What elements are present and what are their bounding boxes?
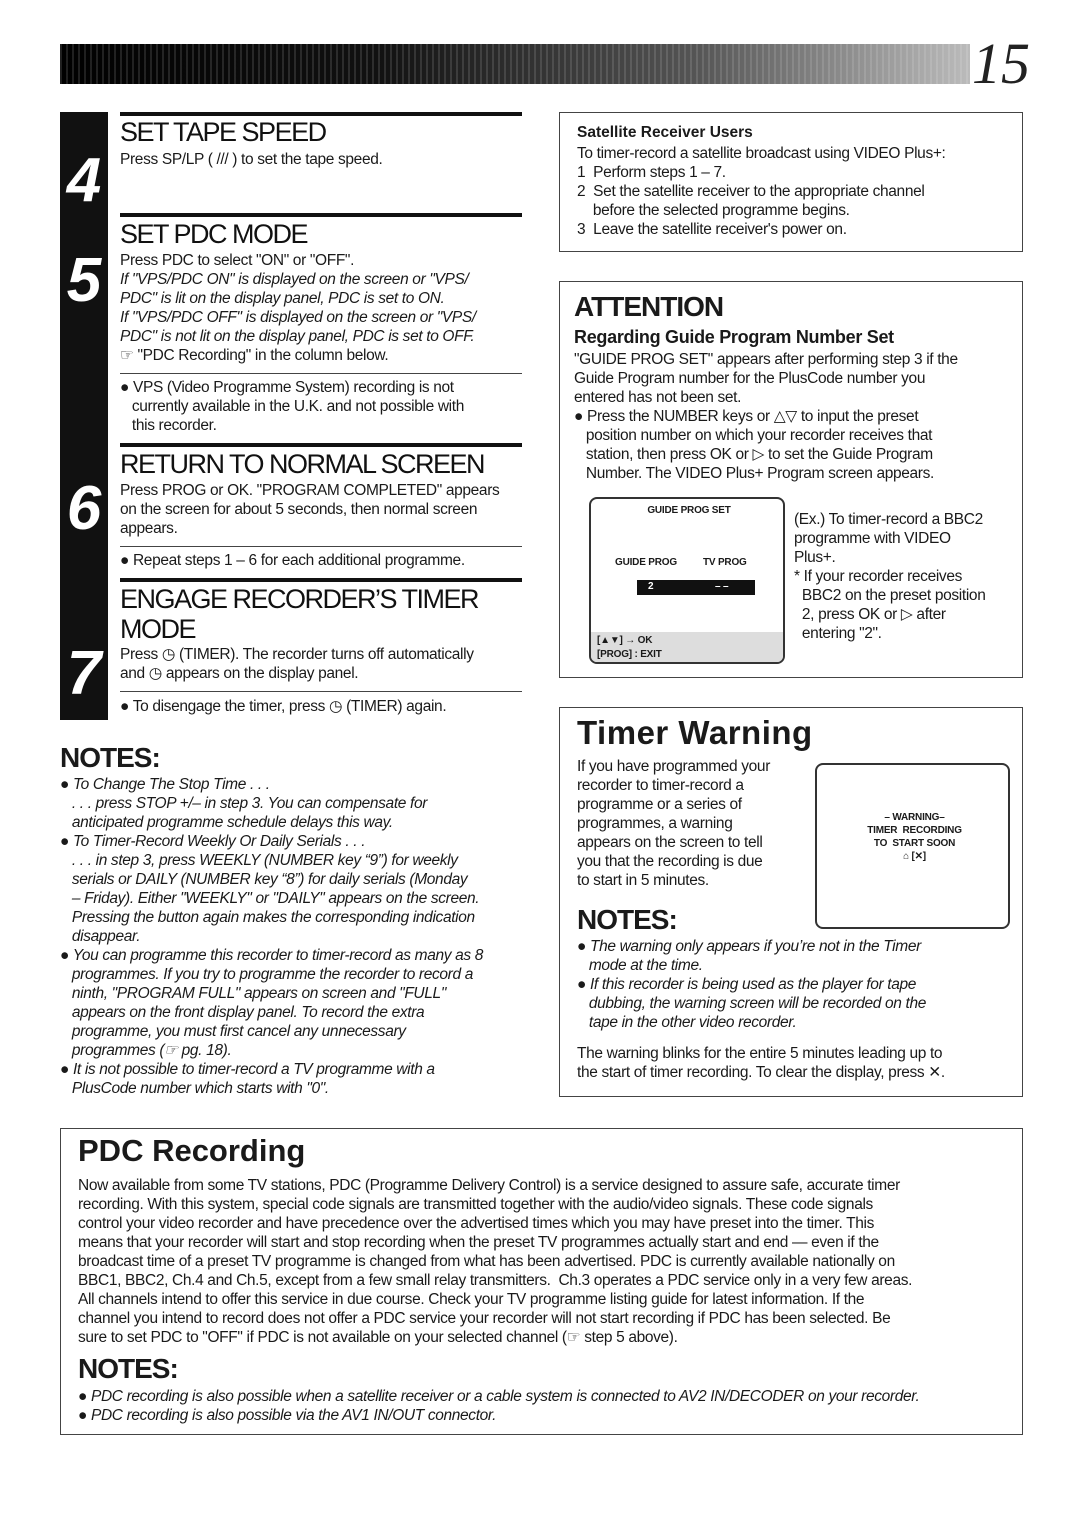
text-line: If you have programmed your bbox=[577, 758, 771, 775]
text-line: ● PDC recording is also possible when a satellite receiver or a cable system is connected to AV2 IN/DECODER on your recorder. bbox=[78, 1388, 920, 1405]
step-text bbox=[120, 251, 354, 270]
text-line: appears. bbox=[120, 520, 178, 537]
text-line: * If your recorder receives bbox=[794, 568, 963, 585]
attention-text bbox=[574, 350, 958, 483]
notes-list bbox=[577, 937, 926, 1032]
text-line: means that your recorder will start and stop recording when the preset TV programmes actually start and end — even if the bbox=[78, 1234, 879, 1251]
text-line: to start in 5 minutes. bbox=[577, 872, 709, 889]
text-line: tape in the other video recorder. bbox=[577, 1014, 797, 1031]
text-line: All channels intend to offer this service in due course. Check your TV programme listing guide for latest information. If the bbox=[78, 1291, 865, 1308]
step-bullet bbox=[120, 378, 464, 435]
step-heading: SET PDC MODE bbox=[120, 219, 308, 249]
step-heading: SET TAPE SPEED bbox=[120, 117, 326, 147]
step-note bbox=[120, 270, 476, 346]
text-line: Press PDC to select "ON" or "OFF". bbox=[120, 252, 355, 269]
text-line: on the screen for about 5 seconds, then normal screen bbox=[120, 501, 478, 518]
text-line: ninth, "PROGRAM FULL" appears on screen and "FULL" bbox=[60, 985, 446, 1002]
step-bullet bbox=[120, 697, 446, 716]
divider bbox=[120, 112, 522, 116]
divider bbox=[120, 213, 522, 217]
text-line: ● To Timer-Record Weekly Or Daily Serials . . . bbox=[60, 833, 366, 850]
text-line: Number. The VIDEO Plus+ Program screen appears. bbox=[574, 465, 934, 482]
text-line: programme or a series of bbox=[577, 796, 742, 813]
text-line: (Ex.) To timer-record a BBC2 bbox=[794, 511, 983, 528]
text-line: ● To Change The Stop Time . . . bbox=[60, 776, 270, 793]
step-heading: RETURN TO NORMAL SCREEN bbox=[120, 449, 485, 479]
text-line: ● The warning only appears if you’re not in the Timer bbox=[577, 938, 921, 955]
text-line: 2, press OK or ▷ after bbox=[794, 606, 946, 623]
text-line: appears on the front display panel. To record the extra bbox=[60, 1004, 425, 1021]
notes-list bbox=[78, 1387, 919, 1425]
screen-hint-area bbox=[591, 632, 785, 664]
step-text bbox=[120, 481, 499, 538]
warning-screen bbox=[815, 763, 1010, 929]
text-line: ☞ "PDC Recording" in the column below. bbox=[120, 347, 389, 364]
text-line: disappear. bbox=[60, 928, 141, 945]
text-line: control your video recorder and have precedence over the advertised times which you may have preset into the timer. This bbox=[78, 1215, 875, 1232]
text-line: serials or DAILY (NUMBER key “8”) for daily serials (Monday bbox=[60, 871, 468, 888]
text-line: ● VPS (Video Programme System) recording is not bbox=[120, 379, 454, 396]
text-line: – Friday). Either "WEEKLY" or "DAILY" appears on the screen. bbox=[60, 890, 480, 907]
text-line: ● PDC recording is also possible via the AV1 IN/OUT connector. bbox=[78, 1407, 497, 1424]
screen-title: GUIDE PROG SET bbox=[647, 505, 731, 516]
notes-heading: NOTES: bbox=[78, 1353, 178, 1384]
step-number-6: 6 bbox=[66, 474, 102, 543]
divider bbox=[120, 578, 522, 582]
notes-list bbox=[60, 775, 483, 1098]
step-number-7: 7 bbox=[66, 639, 102, 708]
text-line: recording. With this system, special code signals are transmitted together with the audio/video signals. These code signals bbox=[78, 1196, 873, 1213]
screen-value-bar bbox=[637, 580, 755, 595]
notes-heading: NOTES: bbox=[60, 742, 160, 773]
divider bbox=[120, 443, 522, 447]
text-line: ⌂ [✕] bbox=[903, 851, 926, 862]
text-line: programmes. If you try to programme the recorder to record a bbox=[60, 966, 473, 983]
text-line: . . . press STOP +/– in step 3. You can compensate for bbox=[60, 795, 428, 812]
step-bullet bbox=[120, 551, 465, 570]
text-line: Press SP/LP ( /// ) to set the tape speed. bbox=[120, 151, 383, 168]
warning-screen-text bbox=[817, 811, 1012, 863]
text-line: you that the recording is due bbox=[577, 853, 763, 870]
text-line: entered has not been set. bbox=[574, 389, 742, 406]
text-line: PDC" is not lit on the display panel, PDC is set to OFF. bbox=[120, 328, 475, 345]
timer-warning-text bbox=[577, 757, 770, 890]
divider bbox=[120, 546, 522, 547]
text-line: appears on the screen to tell bbox=[577, 834, 763, 851]
text-line: Guide Program number for the PlusCode number you bbox=[574, 370, 926, 387]
attention-subheading: Regarding Guide Program Number Set bbox=[574, 327, 894, 347]
text-line: If "VPS/PDC ON" is displayed on the screen or "VPS/ bbox=[120, 271, 469, 288]
text-line: – WARNING– bbox=[884, 812, 945, 823]
satellite-title: Satellite Receiver Users bbox=[577, 124, 753, 141]
text-line: broadcast time of a preset TV programme is changed from what has been advertised. PDC is currently available nationally on bbox=[78, 1253, 895, 1270]
text-line: "GUIDE PROG SET" appears after performing step 3 if the bbox=[574, 351, 958, 368]
text-line: position number on which your recorder receives that bbox=[574, 427, 933, 444]
text-line: Pressing the button again makes the corresponding indication bbox=[60, 909, 475, 926]
text-line: programmes (☞ pg. 18). bbox=[60, 1042, 232, 1059]
text-line: sure to set PDC to "OFF" if PDC is not available on your selected channel (☞ step 5 above). bbox=[78, 1329, 678, 1346]
text-line: programmes, a warning bbox=[577, 815, 733, 832]
text-line: entering "2". bbox=[794, 625, 882, 642]
step-heading-line: ENGAGE RECORDER’S TIMER bbox=[120, 584, 479, 614]
screen-hint: [▲▼] → OK bbox=[597, 635, 653, 646]
text-line: station, then press OK or ▷ to set the Guide Program bbox=[574, 446, 933, 463]
pdc-title: PDC Recording bbox=[78, 1133, 306, 1168]
screen-col-tv: TV PROG bbox=[703, 557, 747, 568]
text-line: the start of timer recording. To clear the display, press ✕. bbox=[577, 1064, 945, 1081]
text-line: TIMER RECORDING bbox=[867, 825, 962, 836]
timer-warning-footer bbox=[577, 1044, 945, 1082]
text-line: PlusCode number which starts with "0". bbox=[60, 1080, 329, 1097]
text-line: Plus+. bbox=[794, 549, 836, 566]
text-line: TO START SOON bbox=[873, 838, 956, 849]
satellite-text bbox=[577, 144, 946, 239]
text-line: To timer-record a satellite broadcast using VIDEO Plus+: bbox=[577, 145, 946, 162]
page-number: 15 bbox=[972, 31, 1030, 96]
text-line: 2 Set the satellite receiver to the appropriate channel bbox=[577, 183, 925, 200]
text-line: recorder to timer-record a bbox=[577, 777, 744, 794]
example-text bbox=[794, 510, 985, 643]
screen-hint: [PROG] : EXIT bbox=[597, 649, 662, 660]
text-line: 3 Leave the satellite receiver's power on. bbox=[577, 221, 847, 238]
step-number-4: 4 bbox=[66, 146, 102, 215]
screen-col-guide: GUIDE PROG bbox=[615, 557, 677, 568]
step-number-5: 5 bbox=[66, 246, 102, 315]
attention-heading: ATTENTION bbox=[574, 291, 724, 322]
divider bbox=[120, 691, 522, 692]
screen-value-tv: – – bbox=[715, 581, 729, 592]
text-line: Press ◷ (TIMER). The recorder turns off automatically bbox=[120, 646, 474, 663]
text-line: programme with VIDEO bbox=[794, 530, 951, 547]
guide-prog-screen bbox=[589, 497, 785, 664]
text-line: 1 Perform steps 1 – 7. bbox=[577, 164, 726, 181]
text-line: The warning blinks for the entire 5 minutes leading up to bbox=[577, 1045, 943, 1062]
divider bbox=[120, 373, 522, 374]
pdc-text bbox=[78, 1176, 912, 1347]
text-line: ● If this recorder is being used as the player for tape bbox=[577, 976, 917, 993]
step-heading bbox=[120, 584, 478, 644]
header-bar bbox=[60, 44, 970, 84]
screen-value-guide: 2 bbox=[648, 581, 654, 592]
text-line: PDC" is lit on the display panel, PDC is set to ON. bbox=[120, 290, 445, 307]
text-line: ● Press the NUMBER keys or △▽ to input the preset bbox=[574, 408, 919, 425]
text-line: anticipated programme schedule delays this way. bbox=[60, 814, 393, 831]
text-line: Now available from some TV stations, PDC (Programme Delivery Control) is a service designed to assure safe, accurate timer bbox=[78, 1177, 900, 1194]
text-line: before the selected programme begins. bbox=[577, 202, 850, 219]
text-line: and ◷ appears on the display panel. bbox=[120, 665, 359, 682]
text-line: programme, you must first cancel any unnecessary bbox=[60, 1023, 406, 1040]
text-line: this recorder. bbox=[120, 417, 217, 434]
text-line: channel you intend to record does not offer a PDC service your recorder will not start recording if PDC has been selected. Be bbox=[78, 1310, 891, 1327]
step-reference bbox=[120, 346, 388, 365]
text-line: If "VPS/PDC OFF" is displayed on the screen or "VPS/ bbox=[120, 309, 476, 326]
text-line: BBC2 on the preset position bbox=[794, 587, 986, 604]
step-text bbox=[120, 645, 474, 683]
text-line: currently available in the U.K. and not possible with bbox=[120, 398, 464, 415]
step-heading-line: MODE bbox=[120, 614, 195, 644]
timer-warning-title: Timer Warning bbox=[577, 714, 813, 751]
text-line: mode at the time. bbox=[577, 957, 703, 974]
step-text bbox=[120, 150, 382, 169]
text-line: ● It is not possible to timer-record a TV programme with a bbox=[60, 1061, 435, 1078]
notes-heading: NOTES: bbox=[577, 904, 677, 935]
text-line: dubbing, the warning screen will be recorded on the bbox=[577, 995, 927, 1012]
text-line: ● Repeat steps 1 – 6 for each additional programme. bbox=[120, 552, 465, 569]
text-line: ● To disengage the timer, press ◷ (TIMER) again. bbox=[120, 698, 447, 715]
text-line: Press PROG or OK. "PROGRAM COMPLETED" appears bbox=[120, 482, 500, 499]
text-line: BBC1, BBC2, Ch.4 and Ch.5, except from a few small relay transmitters. Ch.3 operates a PDC service only in a very few areas. bbox=[78, 1272, 913, 1289]
text-line: . . . in step 3, press WEEKLY (NUMBER key “9”) for weekly bbox=[60, 852, 458, 869]
text-line: ● You can programme this recorder to timer-record as many as 8 bbox=[60, 947, 484, 964]
